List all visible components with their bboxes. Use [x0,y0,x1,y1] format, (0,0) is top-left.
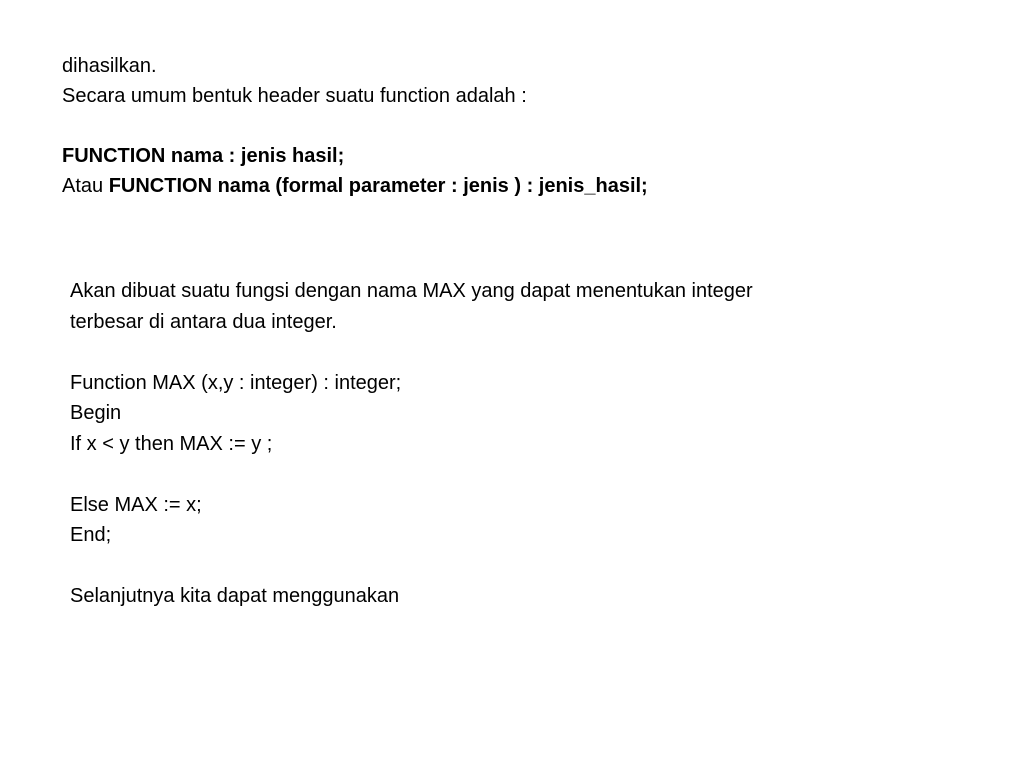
atau-prefix: Atau [62,175,109,197]
text-line-header-intro: Secara umum bentuk header suatu function adalah : [62,85,527,107]
function-syntax-alt-line [62,171,992,201]
blank-line [70,337,950,368]
blank-line [70,551,950,582]
blank-line [70,459,950,490]
function-header-text-block [62,51,992,201]
code-line-else: Else MAX := x; [70,493,202,516]
function-syntax-alt-bold: FUNCTION nama (formal parameter : jenis ) : jenis_hasil; [108,175,648,197]
blank-line [62,111,992,141]
code-line-begin: Begin [70,402,122,424]
code-line-function-decl: Function MAX (x,y : integer) : integer; [70,371,402,394]
function-syntax-line: FUNCTION nama : jenis hasil; [62,145,345,167]
max-function-example-block [70,276,950,612]
code-line-if: If x < y then MAX := y ; [70,432,273,455]
example-intro-line-1: Akan dibuat suatu fungsi dengan nama MAX yang dapat menentukan integer [70,280,753,302]
text-line-dihasilkan: dihasilkan. [62,55,157,77]
example-intro-line-2: terbesar di antara dua integer. [70,310,337,333]
closing-line: Selanjutnya kita dapat menggunakan [70,585,400,607]
code-line-end: End; [70,524,112,546]
